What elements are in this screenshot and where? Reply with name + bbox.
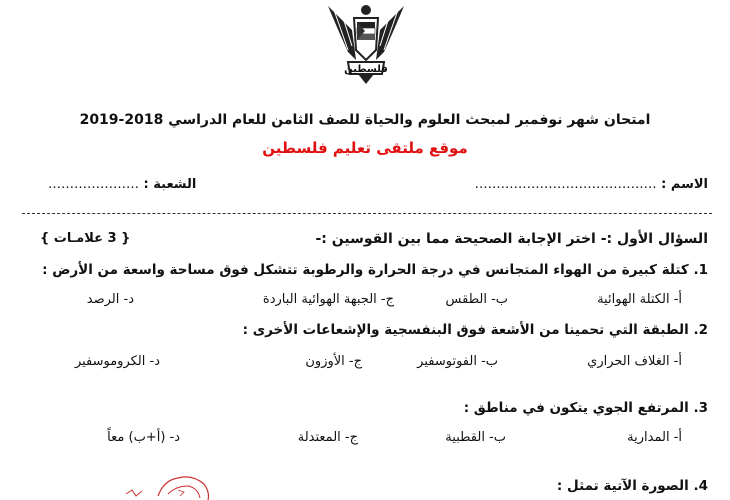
option-1a: أ- الكتلة الهوائية xyxy=(597,292,682,307)
marks-badge: { 3 علامـات } xyxy=(40,231,131,246)
option-1c: ج- الجبهة الهوائية الباردة xyxy=(262,292,394,307)
section-label: الشعبة : xyxy=(143,177,197,192)
option-3b: ب- القطبية xyxy=(445,430,506,445)
divider xyxy=(22,213,712,214)
question-4: 4. الصورة الآتية تمثل : xyxy=(556,478,708,494)
exam-title: امتحان شهر نوفمبر لمبحث العلوم والحياة للصف الثامن للعام الدراسي 2018-2019 xyxy=(79,112,651,128)
option-2b: ب- الفوتوسفير xyxy=(417,354,498,369)
option-1d: د- الرصد xyxy=(86,292,134,307)
name-field xyxy=(475,177,708,192)
question-title: السؤال الأول :- اختر الإجابة الصحيحة مما بين القوسين :- xyxy=(315,231,708,247)
option-2d: د- الكروموسفير xyxy=(74,354,160,369)
emblem-label: فلسطين xyxy=(344,64,388,75)
option-3a: أ- المدارية xyxy=(627,430,682,445)
option-1b: ب- الطقس xyxy=(445,292,508,307)
option-3c: ج- المعتدلة xyxy=(297,430,358,445)
question-3: 3. المرتفع الجوي يتكون في مناطق : xyxy=(463,400,708,416)
site-name: موقع ملتقى تعليم فلسطين xyxy=(262,139,468,157)
option-2c: ج- الأوزون xyxy=(305,354,362,369)
question-2: 2. الطبقة التي تحمينا من الأشعة فوق البنفسجية والإشعاعات الأخرى : xyxy=(242,322,708,338)
section-dots: ………………… xyxy=(48,177,139,192)
name-dots: …………………………………… xyxy=(474,177,657,192)
question-1: 1. كتلة كبيرة من الهواء المتجانس في درجة الحرارة والرطوبة تتشكل فوق مساحة واسعة من الأرض : xyxy=(42,262,708,278)
option-3d: د- (أ+ب) معاً xyxy=(107,430,180,445)
question-4-figure xyxy=(118,460,228,500)
option-2a: أ- الغلاف الحراري xyxy=(587,354,682,369)
name-label: الاسم : xyxy=(661,177,708,192)
section-field xyxy=(48,177,196,192)
